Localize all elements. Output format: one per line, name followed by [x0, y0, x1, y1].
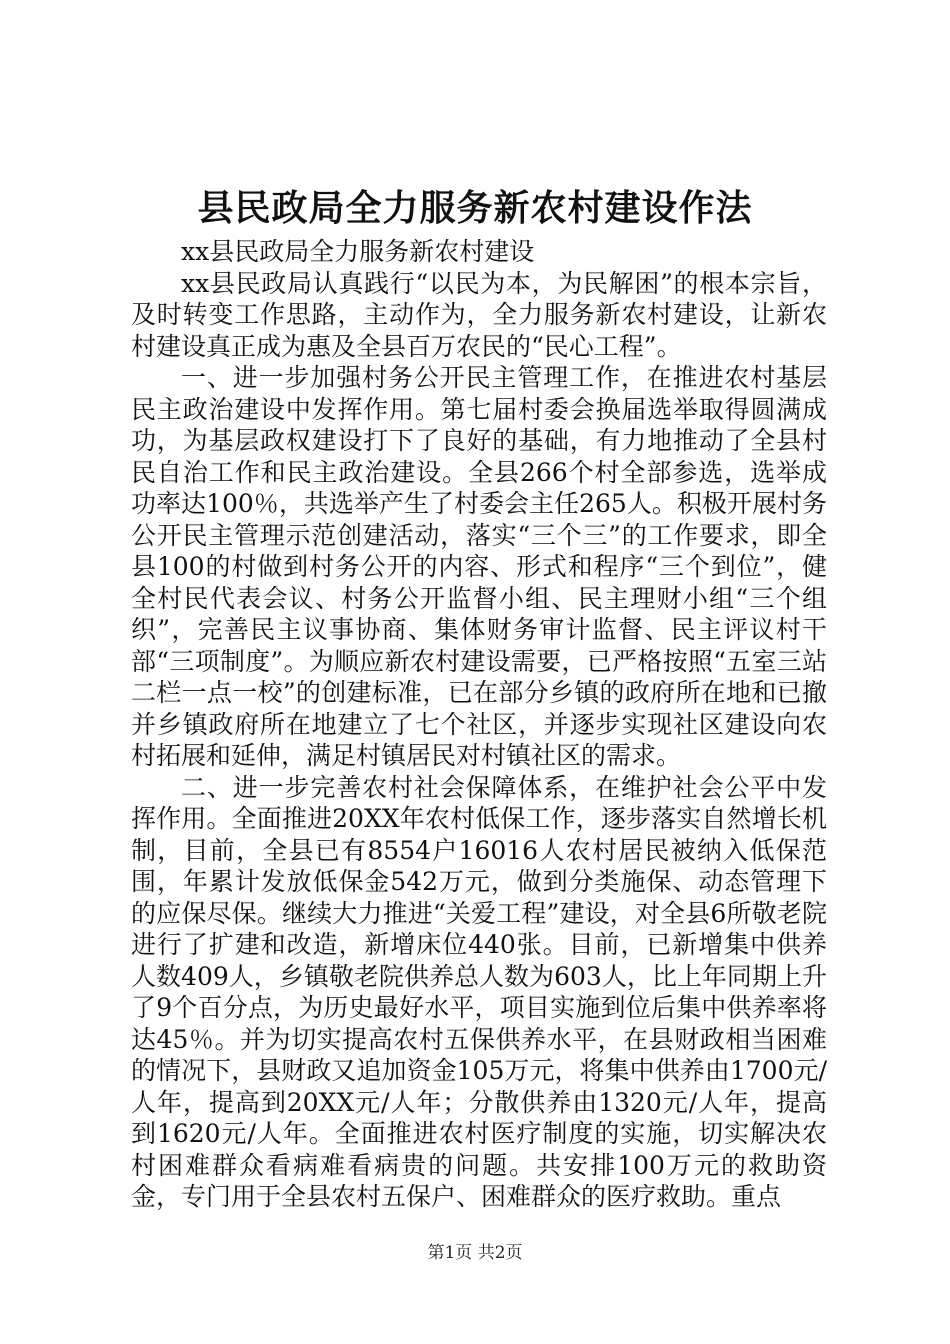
page-number-footer: 第1页 共2页 [427, 1243, 523, 1263]
paragraph-subtitle: xx县民政局全力服务新农村建设 [181, 237, 535, 266]
paragraph-section-two: 二、进一步完善农村社会保障体系，在维护社会公平中发挥作用。全面推进20XX年农村低保工作，逐步落实自然增长机制，目前，全县已有8554户16016人农村居民被纳入低保范围，年累计发放低保金542万元，做到分类施保、动态管理下的应保尽保。继续大力推进“关爱工程”建设，对全县6所敬老院进行了扩建和改造，新增床位440张。目前，已新增集中供养人数409人，乡镇敬老院供养总人数为603人，比上年同期上升了9个百分点，为历史最好水平，项目实施到位后集中供养率将达45％。并为切实提高农村五保供养水平，在县财政相当困难的情况下，县财政又追加资金105万元，将集中供养由1700元/人年，提高到20XX元/人年；分散供养由1320元/人年，提高到1620元/人年。全面推进农村医疗制度的实施，切实解决农村困难群众看病难看病贵的问题。共安排100万元的救助资金，专门用于全县农村五保户、困难群众的医疗救助。重点 [131, 772, 827, 1211]
document-body [131, 236, 827, 1213]
paragraph-section-one: 一、进一步加强村务公开民主管理工作，在推进农村基层民主政治建设中发挥作用。第七届村委会换届选举取得圆满成功，为基层政权建设打下了良好的基础，有力地推动了全县村民自治工作和民主政治建设。全县266个村全部参选，选举成功率达100％，共选举产生了村委会主任265人。积极开展村务公开民主管理示范创建活动，落实“三个三”的工作要求，即全县100的村做到村务公开的内容、形式和程序“三个到位”，健全村民代表会议、村务公开监督小组、民主理财小组“三个组织”，完善民主议事协商、集体财务审计监督、民主评议村干部“三项制度”。为顺应新农村建设需要，已严格按照“五室三站二栏一点一校”的创建标准，已在部分乡镇的政府所在地和已撤并乡镇政府所在地建立了七个社区，并逐步实现社区建设向农村拓展和延伸，满足村镇居民对村镇社区的需求。 [131, 363, 827, 770]
document-title: 县民政局全力服务新农村建设作法 [197, 187, 753, 229]
paragraph-intro: xx县民政局认真践行“以民为本，为民解困”的根本宗旨，及时转变工作思路，主动作为，全力服务新农村建设，让新农村建设真正成为惠及全县百万农民的“民心工程”。 [131, 268, 827, 361]
